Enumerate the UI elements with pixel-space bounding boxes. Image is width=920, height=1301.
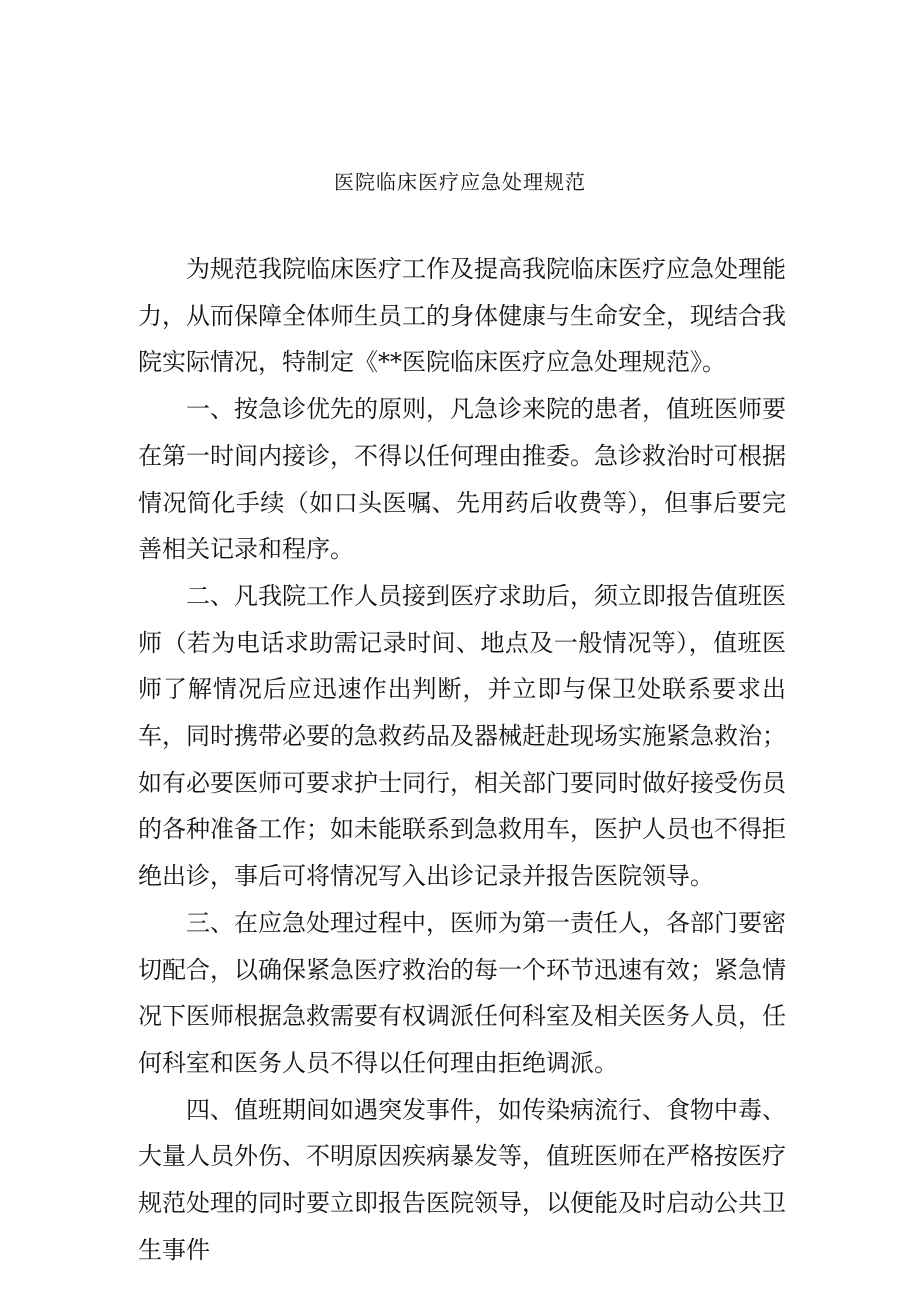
paragraph-intro: 为规范我院临床医疗工作及提高我院临床医疗应急处理能力，从而保障全体师生员工的身体健康与生命安全，现结合我院实际情况，特制定《**医院临床医疗应急处理规范》。	[138, 255, 786, 377]
paragraph-item-1: 一、按急诊优先的原则，凡急诊来院的患者，值班医师要在第一时间内接诊，不得以任何理由推委。急诊救治时可根据情况简化手续（如口头医嘱、先用药后收费等），但事后要完善相关记录和程序。	[138, 395, 786, 564]
paragraph-item-2: 二、凡我院工作人员接到医疗求助后，须立即报告值班医师（若为电话求助需记录时间、地点及一般情况等），值班医师了解情况后应迅速作出判断，并立即与保卫处联系要求出车，同时携带必要的急救药品及器械赶赴现场实施紧急救治；如有必要医师可要求护士同行，相关部门要同时做好接受伤员的各种准备工作；如未能联系到急救用车，医护人员也不得拒绝出诊，事后可将情况写入出诊记录并报告医院领导。	[138, 581, 786, 891]
document-title: 医院临床医疗应急处理规范	[334, 170, 586, 194]
paragraph-item-3: 三、在应急处理过程中，医师为第一责任人，各部门要密切配合，以确保紧急医疗救治的每一个环节迅速有效；紧急情况下医师根据急救需要有权调派任何科室及相关医务人员，任何科室和医务人员不得以任何理由拒绝调派。	[138, 908, 786, 1077]
paragraph-item-4: 四、值班期间如遇突发事件，如传染病流行、食物中毒、大量人员外伤、不明原因疾病暴发等，值班医师在严格按医疗规范处理的同时要立即报告医院领导，以便能及时启动公共卫生事件	[138, 1095, 786, 1264]
document-body	[138, 246, 786, 1273]
